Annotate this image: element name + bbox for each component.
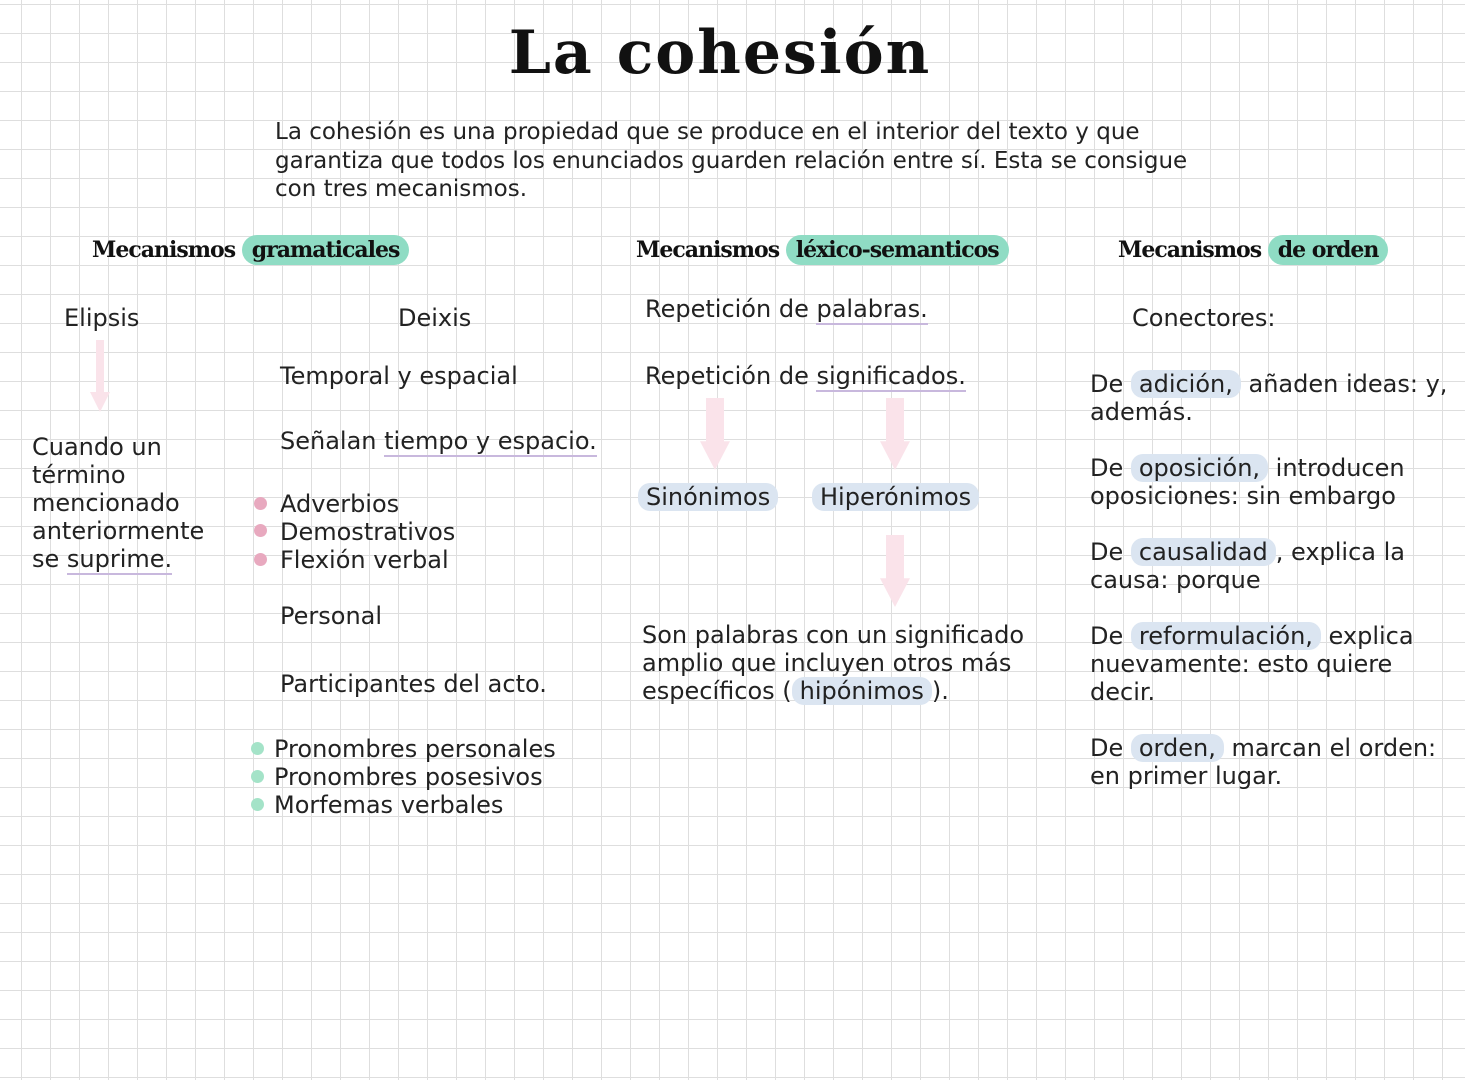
highlighted-word: orden, [1131,734,1224,762]
repeticion-significados [645,362,966,390]
bullet-icon [254,497,267,510]
conectores-label: Conectores: [1132,304,1276,332]
text: De [1090,734,1131,762]
arrow-down-icon [880,398,910,470]
bullet-icon [251,770,264,783]
arrow-down-icon [880,535,910,607]
deixis-personal: Personal [280,602,383,630]
intro-paragraph: La cohesión es una propiedad que se produce en el interior del texto y que garantiza que todos los enunciados guarden relación entre sí. Esta se consigue con tres mecanismos. [275,119,1188,202]
text: añaden ideas: y, además. [1090,370,1448,426]
list-item: Morfemas verbales [274,791,504,819]
text: Cuando un término mencionado anteriormente se [32,433,205,573]
connector-item [1090,622,1460,706]
list-item: Pronombres personales [274,735,556,763]
arrow-down-icon [96,340,104,395]
connector-item [1090,370,1460,426]
deixis-label: Deixis [398,304,472,332]
text: marcan el orden: en primer lugar. [1090,734,1437,790]
deixis-temporal-desc [280,427,597,455]
list-item: Demostrativos [280,518,456,546]
highlighted-word: causalidad [1131,538,1276,566]
elipsis-description [32,433,232,573]
heading-orden [1118,236,1388,264]
page-title: La cohesión [508,18,932,88]
repeticion-palabras [645,295,928,323]
text: Repetición de [645,295,817,323]
arrow-head-icon [90,392,110,412]
connector-item [1090,454,1460,510]
bullet-icon [251,798,264,811]
list-item: Adverbios [280,490,400,518]
heading-lexico [636,236,1009,264]
heading-prefix: Mecanismos [92,237,236,263]
text: De [1090,454,1131,482]
text: ). [931,677,949,705]
bullet-icon [254,553,267,566]
underlined-word: significados. [816,362,966,390]
hiperonimos-description [642,621,1072,705]
highlighted-word: oposición, [1131,454,1268,482]
sinonimos-label: Sinónimos [638,483,778,511]
list-item: Flexión verbal [280,546,449,574]
bullet-icon [254,524,267,537]
text: De [1090,622,1131,650]
arrow-down-icon [700,398,730,470]
highlighted-word: reformulación, [1131,622,1321,650]
text: Repetición de [645,362,817,390]
text: De [1090,370,1131,398]
connector-item [1090,538,1460,594]
heading-tag: léxico-semanticos [786,235,1009,265]
deixis-personal-desc: Participantes del acto. [280,670,547,698]
list-item: Pronombres posesivos [274,763,543,791]
connector-item [1090,734,1460,790]
text: explica nuevamente: esto quiere decir. [1090,622,1414,706]
heading-tag: de orden [1268,235,1389,265]
text: , explica la causa: porque [1090,538,1405,594]
hiperonimos-label: Hiperónimos [812,483,979,511]
elipsis-label: Elipsis [64,304,140,332]
text: introducen oposiciones: sin embargo [1090,454,1405,510]
text: De [1090,538,1131,566]
heading-tag: gramaticales [242,235,410,265]
underlined-word: suprime. [66,545,173,573]
underlined-word: palabras. [816,295,928,323]
text: Señalan [280,427,385,455]
highlighted-word: hipónimos [792,677,932,705]
bullet-icon [251,742,264,755]
underlined-phrase: tiempo y espacio. [384,427,597,455]
heading-gramaticales [92,236,409,264]
deixis-temporal: Temporal y espacial [280,362,518,390]
heading-prefix: Mecanismos [1118,237,1262,263]
highlighted-word: adición, [1131,370,1241,398]
text: Son palabras con un significado amplio que incluyen otros más específicos ( [642,621,1025,705]
heading-prefix: Mecanismos [636,237,780,263]
